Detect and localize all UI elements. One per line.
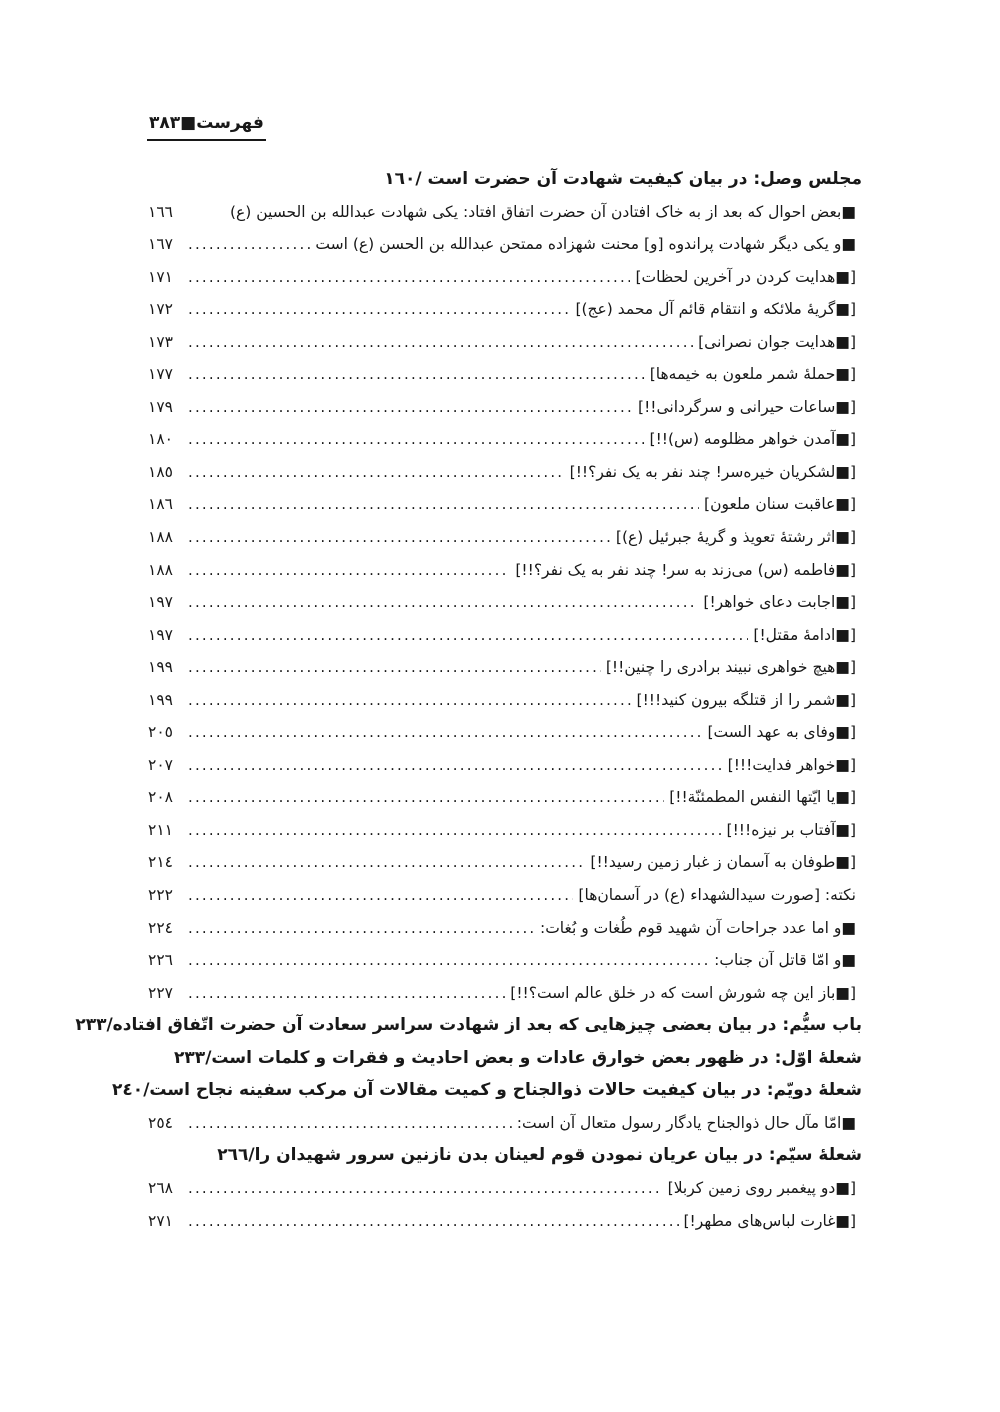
- dot-leader: [188, 391, 633, 424]
- page-number: ١٧٣: [148, 332, 173, 351]
- page-number: ٢٠٨: [148, 788, 173, 807]
- dot-leader: [188, 879, 573, 912]
- toc-entry: [148, 326, 862, 359]
- toc-entry-text: [■خواهر فدایت!!!]: [727, 755, 856, 774]
- toc-entry-text: [■ساعات حیرانی و سرگردانی!!]: [638, 397, 856, 416]
- dot-leader: [188, 423, 645, 456]
- toc-heading-text: باب سیُّم: در بیان بعضی چیزهایی که بعد از شهادت سراسر سعادت آن حضرت اتّفاق افتاده/٢٣٣: [75, 1015, 862, 1036]
- toc-heading-text: شعلهٔ اوّل: در ظهور بعض خوارق عادات و بعض احادیث و فقرات و کلمات است/٢٣٣: [174, 1047, 862, 1068]
- page-number: ١٩٧: [148, 593, 173, 612]
- page-number: ١٧٩: [148, 397, 173, 416]
- page-number: ٢٥٤: [148, 1113, 173, 1132]
- toc-entry-text: ■بعض احوال که بعد از به خاک افتادن آن حضرت اتفاق افتاد: یکی شهادت عبدالله بن الحسین (ع): [229, 202, 856, 221]
- page-number: ٢٧١: [148, 1211, 173, 1230]
- toc-entry: [148, 586, 862, 619]
- toc-entry: [148, 554, 862, 587]
- dot-leader: [188, 651, 601, 684]
- toc-entry-text: [■حملهٔ شمر ملعون به خیمه‌ها]: [649, 365, 856, 384]
- page-number: ١٦٦: [148, 202, 173, 221]
- dot-leader: [188, 293, 570, 326]
- page-number: ١٧٧: [148, 365, 173, 384]
- toc-heading: [148, 1139, 862, 1172]
- toc-entry-text: ■و اما عدد جراحات آن شهید قوم طُغات و بُغات:: [539, 918, 856, 937]
- toc-heading: [75, 1009, 862, 1042]
- toc-entry: [148, 651, 862, 684]
- toc-entry-text: [■طوفان به آسمان ز غبار زمین رسید!!]: [590, 853, 856, 872]
- dot-leader: [188, 521, 611, 554]
- dot-leader: [188, 456, 565, 489]
- page-number: ٢٢٧: [148, 983, 173, 1002]
- toc-heading: [148, 163, 862, 196]
- toc-entry: [148, 814, 862, 847]
- dot-leader: [188, 716, 703, 749]
- toc-entry: [148, 391, 862, 424]
- dot-leader: [188, 781, 664, 814]
- toc-entry-text: [■اجابت دعای خواهر!]: [703, 593, 856, 612]
- page-number: ٢٢٤: [148, 918, 173, 937]
- dot-leader: [188, 326, 693, 359]
- toc-entry-text: [■ادامهٔ مقتل!]: [753, 625, 856, 644]
- page-number: ٢١١: [148, 820, 173, 839]
- toc-entry: [148, 358, 862, 391]
- toc-entry-text: [■لشکریان خیره‌سر! چند نفر به یک نفر؟!!]: [569, 462, 856, 481]
- page-number: ٢١٤: [148, 853, 173, 872]
- toc-entry-text: [■وفای به عهد الست]: [707, 723, 856, 742]
- toc-entry: [148, 261, 862, 294]
- toc-entry-text: [■اثر رشتهٔ تعویذ و گریهٔ جبرئیل (ع)]: [615, 528, 856, 547]
- toc-entry-text: [■آفتاب بر نیزه!!!]: [726, 820, 856, 839]
- toc-entry-text: [■فاطمه (س) می‌زند به سر! چند نفر به یک نفر؟!!]: [515, 560, 856, 579]
- dot-leader: [188, 1172, 663, 1205]
- toc-entry: [148, 1205, 862, 1238]
- page-number: ١٧٢: [148, 300, 173, 319]
- toc-entry-text: [■هدایت کردن در آخرین لحظات]: [635, 267, 856, 286]
- toc-entry-text: [■هدایت جوان نصرانی]: [698, 332, 856, 351]
- dot-leader: [188, 261, 630, 294]
- page-number: ٢٠٧: [148, 755, 173, 774]
- toc-entry-text: ■امّا مآل حال ذوالجناح یادگار رسول متعال آن است:: [516, 1113, 856, 1132]
- page-number: ١٨٨: [148, 528, 173, 547]
- toc-entry: [148, 716, 862, 749]
- page-number: ١٩٧: [148, 625, 173, 644]
- toc-entry: [148, 879, 862, 912]
- page-number: ١٨٦: [148, 495, 173, 514]
- page-number: ١٨٠: [148, 430, 173, 449]
- toc-entry-text: [■گریهٔ ملائکه و انتقام قائم آل محمد (عج)]: [575, 300, 856, 319]
- page-number: ١٧١: [148, 267, 173, 286]
- toc-entry: [148, 944, 862, 977]
- toc-entry-text: ■و یکی دیگر شهادت پراندوه [و] محنت شهزاده ممتحن عبدالله بن الحسن (ع) است: [315, 235, 856, 254]
- toc-entry: [148, 619, 862, 652]
- running-header: [147, 110, 266, 141]
- toc-entry: [148, 684, 862, 717]
- dot-leader: [188, 814, 722, 847]
- toc-entry-text: [■شمر را از قتلگه بیرون کنید!!!]: [636, 690, 856, 709]
- toc-entry: [148, 1107, 862, 1140]
- page-number: ٢٦٨: [148, 1178, 173, 1197]
- dot-leader: [188, 1107, 512, 1140]
- toc-entry-text: [■یا ایّتها النفس المطمئنّة!!]: [669, 788, 856, 807]
- dot-leader: [188, 912, 535, 945]
- running-header-text: فهرست■٣٨٣: [149, 113, 264, 133]
- toc-entry: [148, 977, 862, 1010]
- toc-entry: [148, 521, 862, 554]
- toc-heading-text: مجلس وصل: در بیان کیفیت شهادت آن حضرت است /١٦٠: [384, 169, 862, 189]
- dot-leader: [188, 977, 505, 1010]
- toc-entry: [148, 846, 862, 879]
- page-number: ٢٢٦: [148, 951, 173, 970]
- toc-entry-text: [■عاقبت سنان ملعون]: [704, 495, 856, 514]
- toc-heading-text: شعلهٔ سیّم: در بیان عریان نمودن قوم لعینان بدن نازنین سرور شهیدان را/٢٦٦: [217, 1145, 862, 1166]
- dot-leader: [188, 228, 310, 261]
- toc-entry: [148, 423, 862, 456]
- dot-leader: [188, 846, 585, 879]
- page-number: ١٨٥: [148, 462, 173, 481]
- toc-entry-text: [■غارت لباس‌های مطهر!]: [683, 1211, 856, 1230]
- dot-leader: [188, 586, 698, 619]
- toc-entry-text: [■دو پیغمبر روی زمین کربلا]: [667, 1178, 856, 1197]
- page-number: ١٦٧: [148, 235, 173, 254]
- dot-leader: [188, 1205, 679, 1238]
- toc-entry: [148, 781, 862, 814]
- toc-entry: [148, 456, 862, 489]
- dot-leader: [188, 488, 699, 521]
- page-number: ١٩٩: [148, 690, 173, 709]
- toc-heading-text: شعلهٔ دویّم: در بیان کیفیت حالات ذوالجناح و کمیت مقالات آن مرکب سفینه نجاح است/٢٤٠: [112, 1080, 862, 1101]
- dot-leader: [188, 554, 510, 587]
- toc-heading: [112, 1074, 862, 1107]
- toc-entry: [148, 196, 862, 229]
- toc-entry-text: [■آمدن خواهر مظلومه (س)!!]: [649, 430, 856, 449]
- table-of-contents: [75, 163, 862, 1237]
- toc-entry: [148, 1172, 862, 1205]
- toc-entry-text: [■باز این چه شورش است که در خلق عالم است؟!!]: [510, 983, 856, 1002]
- toc-entry: [148, 912, 862, 945]
- toc-entry-text: ■و امّا قاتل آن جناب:: [714, 951, 856, 970]
- toc-entry: [148, 749, 862, 782]
- page-number: ٢٢٢: [148, 886, 173, 905]
- toc-entry: [148, 228, 862, 261]
- page-number: ٢٠٥: [148, 723, 173, 742]
- toc-heading: [148, 1042, 862, 1075]
- page-number: ١٨٨: [148, 560, 173, 579]
- dot-leader: [188, 684, 632, 717]
- dot-leader: [188, 358, 645, 391]
- toc-entry-text: [■هیچ خواهری نبیند برادری را چنین!!]: [605, 658, 856, 677]
- toc-entry: [148, 293, 862, 326]
- dot-leader: [188, 619, 748, 652]
- toc-entry-text: نکته: [صورت سیدالشهداء (ع) در آسمان‌ها]: [578, 886, 856, 905]
- toc-entry: [148, 488, 862, 521]
- page-number: ١٩٩: [148, 658, 173, 677]
- dot-leader: [188, 944, 709, 977]
- dot-leader: [188, 749, 723, 782]
